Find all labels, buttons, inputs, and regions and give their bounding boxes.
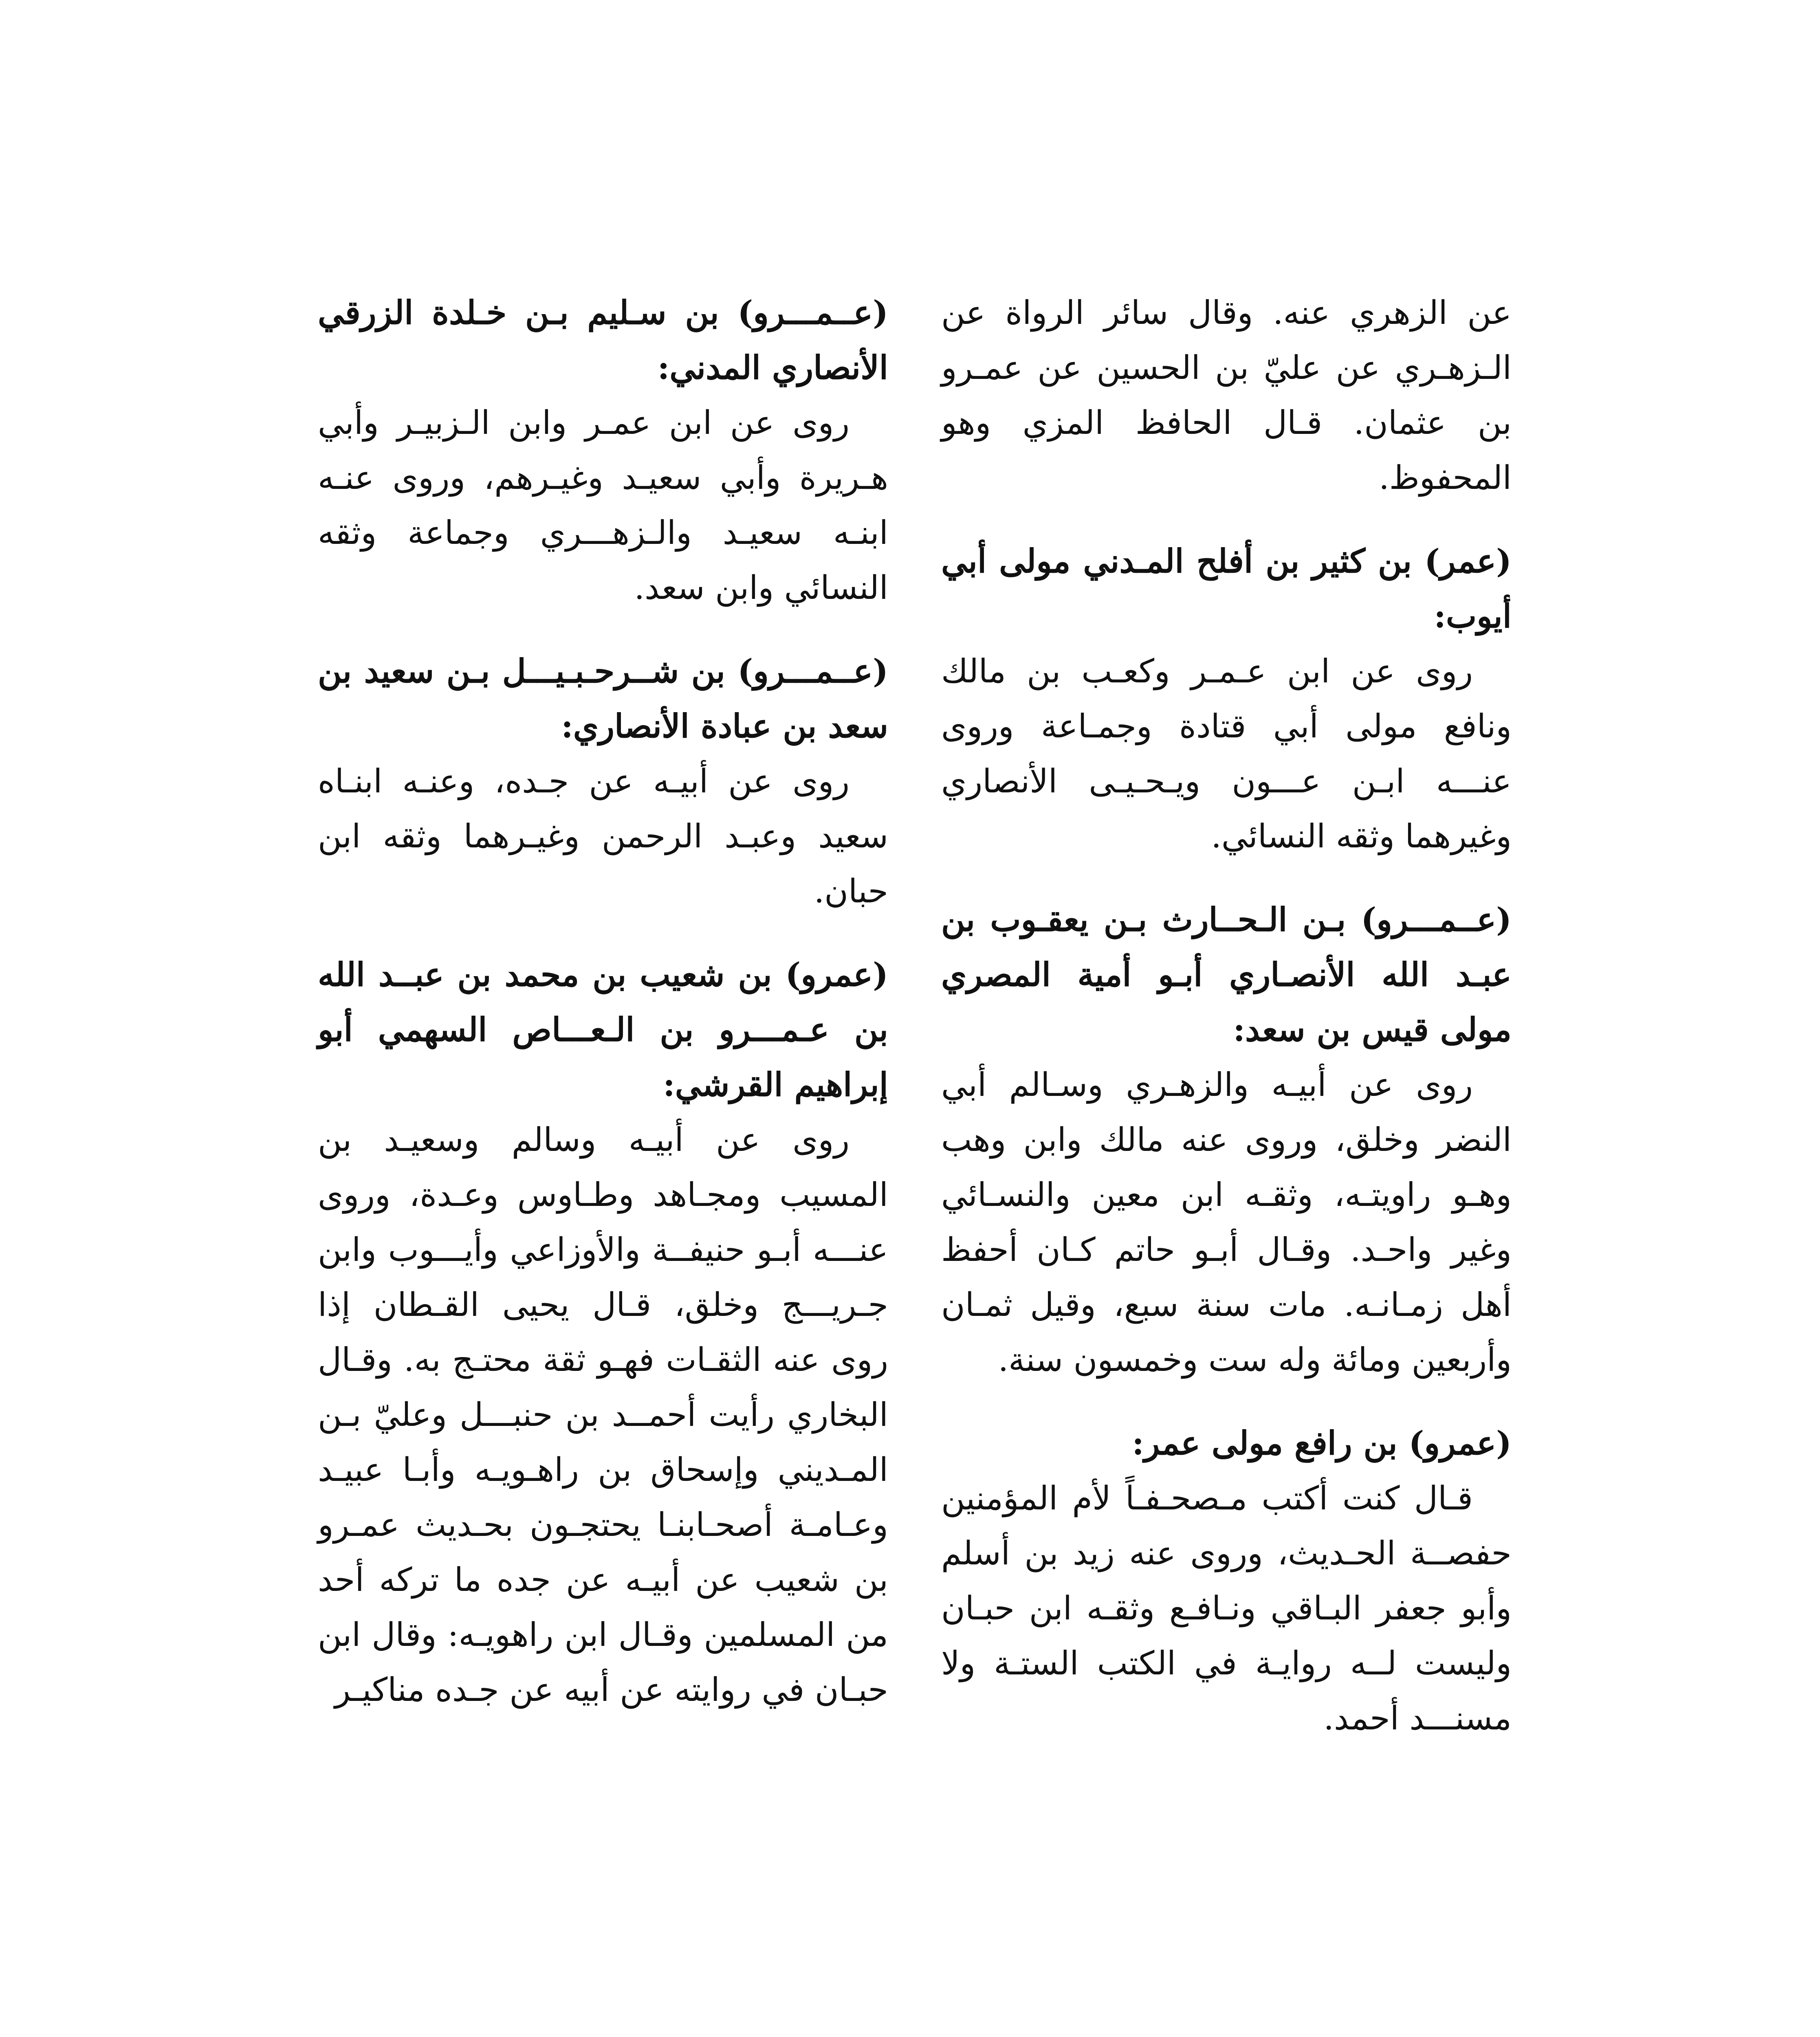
left-entry-amr-ibn-shuayb [318,947,888,1717]
right-entry-umar-ibn-kathir [941,534,1512,864]
entry-heading: (عــمـــرو) بـن الـحــارث بـن يعقـوب بن عبـد الله الأنصـاري أبـو أمية المصري مولى قيس بن سعد: [941,900,1512,1049]
entry-body: روى عن ابن عـمـر وكعـب بن مالك ونافع مولى أبي قتادة وجمـاعة وروى عنـــه ابـن عـــون ويـحـيـى الأنصاري وغيرهما وثقه النسائي. [941,652,1512,855]
entry-heading: (عــمـــرو) بن شــرحـبـيـــل بـن سعيد بن سعد بن عبادة الأنصاري: [318,652,888,745]
entry-body: روى عن أبيـه وسالم وسعيـد بن المسيب ومجـاهد وطـاوس وعـدة، وروى عنـــه أبـو حنيفــة والأوزاعي وأيـــوب وابن جـريـــج وخلق، قـال يحيى القـطان إذا روى عنه الثقـات فهـو ثقة محتـج به. وقـال البخاري رأيت أحمــد بن حنبـــل وعليّ بـن المـديني وإسحاق بن راهـويـه وأبـا عبيـد وعـامـة أصحـابنـا يحتجـون بحـديث عمـرو بن شعيب عن أبيـه عن جده ما تركه أحد من المسلمين وقـال ابن راهويـه: وقال ابن حبـان في روايته عن أبيه عن جـده مناكيـر [318,1121,888,1709]
entry-body: روى عن ابن عمـر وابن الـزبيـر وأبي هـريرة وأبي سعيـد وغيـرهم، وروى عنـه ابنـه سعيـد والـزهـــري وجماعة وثقه النسائي وابن سعد. [318,404,888,607]
right-entry-amr-ibn-al-harith [941,892,1512,1387]
entry-body: عن الزهري عنه. وقال سائر الرواة عن الـزهـري عن عليّ بن الحسين عن عمـرو بن عثمان. قـال الحافظ المزي وهو المحفوظ. [941,294,1512,497]
right-entry-amr-ibn-rafi [941,1416,1512,1746]
entry-body: روى عن أبيـه عن جـده، وعنـه ابنـاه سعيد وعبـد الرحمن وغيـرهما وثقه ابن حبان. [318,762,888,910]
right-entry-continuation [941,285,1512,505]
entry-body: قـال كنت أكتب مـصحـفـاً لأم المؤمنين حفصــة الحـديث، وروى عنه زيد بن أسلم وأبو جعفر البـاقي ونـافـع وثقـه ابن حبـان وليست لــه روايـة في الكتب الستـة ولا مسنـــد أحمد. [941,1479,1512,1737]
left-column [318,285,888,1746]
right-column [941,285,1512,1774]
entry-heading: (عمرو) بن رافع مولى عمر: [1132,1424,1512,1462]
entry-heading: (عمرو) بن شعيب بن محمد بن عبــد الله بن عـمـــرو بن الـعـــاص السهمي أبو إبراهيم القرشي: [318,955,888,1104]
entry-heading: (عمر) بن كثير بن أفلح المـدني مولى أبي أيوب: [941,542,1512,635]
left-entry-amr-ibn-shurahbil [318,644,888,919]
entry-body: روى عن أبيـه والزهـري وسـالم أبي النضر وخلق، وروى عنه مالك وابن وهب وهـو راويتـه، وثقـه ابن معين والنسـائي وغير واحـد. وقـال أبـو حاتم كـان أحفظ أهل زمـانـه. مات سنة سبع، وقيل ثمـان وأربعين ومائة وله ست وخمسون سنة. [941,1066,1512,1379]
entry-heading: (عــمـــرو) بن سـليم بـن خـلدة الزرقي الأنصاري المدني: [318,293,888,387]
left-entry-amr-ibn-sulaym [318,285,888,615]
